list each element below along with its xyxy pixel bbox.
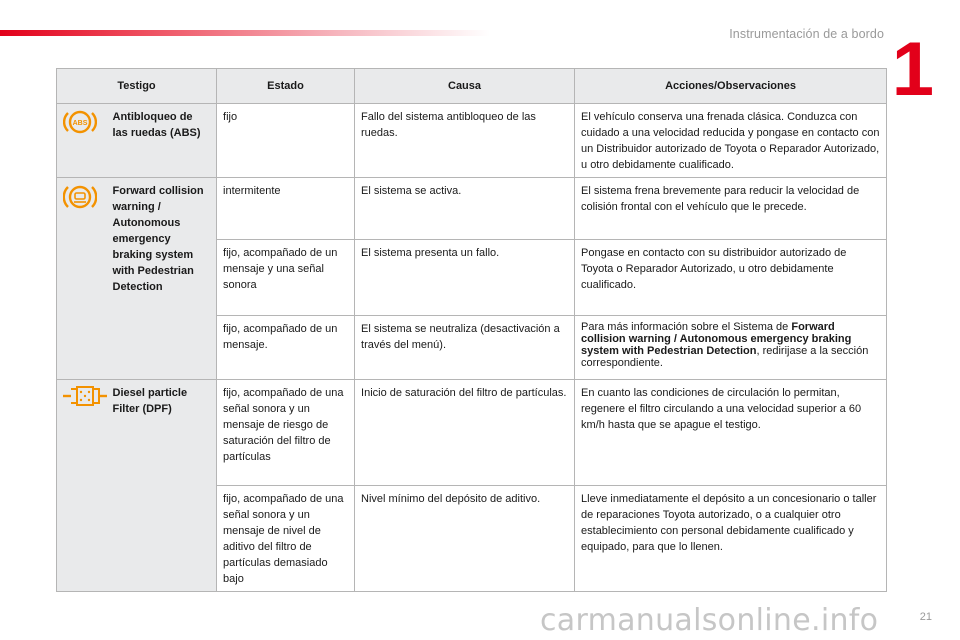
testigo-name: Forward collision warning / Autonomous emergency braking system with Pedestrian Detection <box>107 178 217 380</box>
chapter-number: 1 <box>891 27 934 112</box>
estado-cell: intermitente <box>217 178 355 240</box>
page-number: 21 <box>919 611 932 623</box>
causa-cell: El sistema se neutraliza (desactivación a través del menú). <box>355 316 575 380</box>
causa-cell: Nivel mínimo del depósito de aditivo. <box>355 486 575 592</box>
estado-cell: fijo <box>217 104 355 178</box>
causa-cell: Inicio de saturación del filtro de partículas. <box>355 380 575 486</box>
table-header-row <box>57 69 887 104</box>
header-accent-bar <box>0 30 490 36</box>
acciones-cell: El vehículo conserva una frenada clásica. Conduzca con cuidado a una velocidad reducida y pongase en contacto con un Distribuidor autorizado de Toyota o Reparador Autorizado, u otro debidamente cualificado. <box>575 104 887 178</box>
column-header-testigo: Testigo <box>57 69 217 104</box>
table-row <box>57 178 887 240</box>
forward-collision-warning-icon <box>63 183 101 211</box>
diesel-particle-filter-icon <box>63 385 101 407</box>
column-header-estado: Estado <box>217 69 355 104</box>
estado-cell: fijo, acompañado de una señal sonora y un mensaje de nivel de aditivo del filtro de partículas demasiado bajo <box>217 486 355 592</box>
estado-cell: fijo, acompañado de un mensaje y una señal sonora <box>217 240 355 316</box>
acciones-cell: Lleve inmediatamente el depósito a un concesionario o taller de reparaciones Toyota autorizado, o a cualquier otro establecimiento con personal debidamente cualificado y equipado, para que lo llenen. <box>575 486 887 592</box>
acciones-cell: En cuanto las condiciones de circulación lo permitan, regenere el filtro circulando a una velocidad superior a 60 km/h hasta que se apague el testigo. <box>575 380 887 486</box>
acciones-cell: El sistema frena brevemente para reducir la velocidad de colisión frontal con el vehículo que le precede. <box>575 178 887 240</box>
table-row <box>57 104 887 178</box>
causa-cell: Fallo del sistema antibloqueo de las ruedas. <box>355 104 575 178</box>
testigo-name: Diesel particle Filter (DPF) <box>107 380 217 592</box>
acciones-cell <box>575 316 887 380</box>
column-header-acciones: Acciones/Observaciones <box>575 69 887 104</box>
acciones-cell: Pongase en contacto con su distribuidor autorizado de Toyota o Reparador Autorizado, u otro debidamente cualificado. <box>575 240 887 316</box>
estado-cell: fijo, acompañado de una señal sonora y un mensaje de riesgo de saturación del filtro de partículas <box>217 380 355 486</box>
abs-warning-icon <box>63 109 101 135</box>
testigo-icon-cell <box>57 178 107 380</box>
section-title: Instrumentación de a bordo <box>729 27 884 41</box>
testigo-name: Antibloqueo de las ruedas (ABS) <box>107 104 217 178</box>
acciones-text: , redirijase a la sección correspondiente. <box>581 345 869 369</box>
table-row <box>57 380 887 486</box>
acciones-bold-text: Forward collision warning / Autonomous emergency braking system with Pedestrian Detection <box>581 321 852 357</box>
column-header-causa: Causa <box>355 69 575 104</box>
svg-text:ABS: ABS <box>72 120 88 127</box>
testigo-icon-cell <box>57 104 107 178</box>
testigo-icon-cell <box>57 380 107 592</box>
causa-cell: El sistema presenta un fallo. <box>355 240 575 316</box>
watermark: carmanualsonline.info <box>540 603 879 638</box>
causa-cell: El sistema se activa. <box>355 178 575 240</box>
acciones-text: Para más información sobre el Sistema de <box>581 321 792 333</box>
estado-cell: fijo, acompañado de un mensaje. <box>217 316 355 380</box>
warning-lights-table <box>56 68 887 592</box>
